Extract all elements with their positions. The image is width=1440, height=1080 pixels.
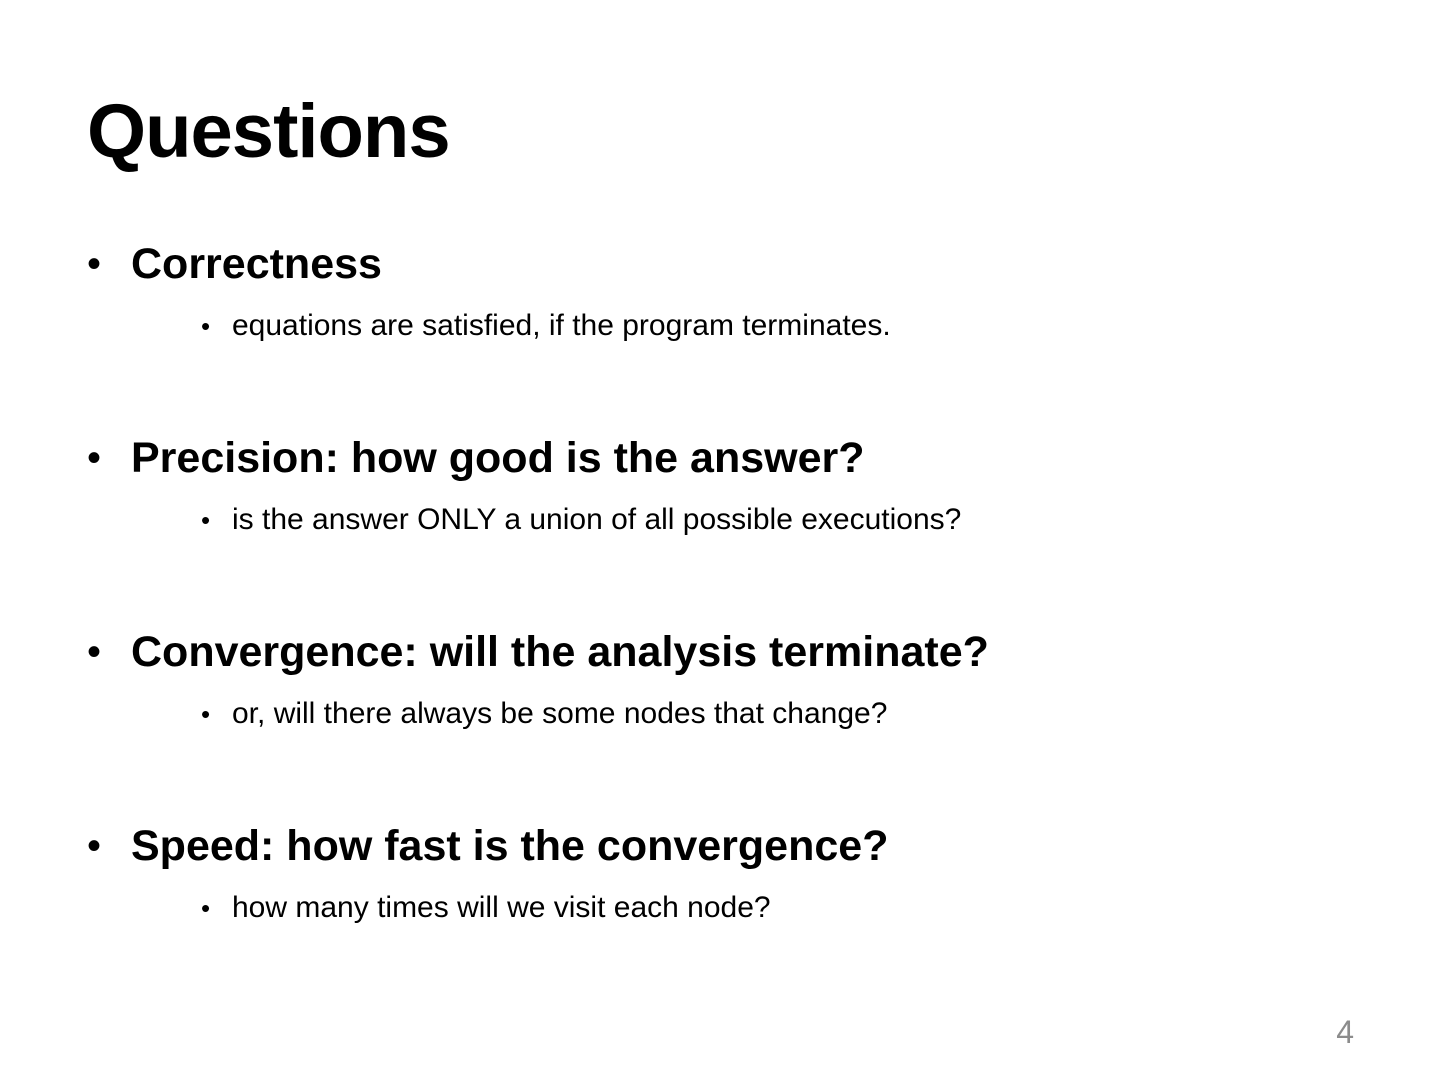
bullet-heading: Speed: how fast is the convergence? [131, 822, 889, 870]
bullet-heading: Convergence: will the analysis terminate? [131, 628, 989, 676]
bullet-dot-icon: • [87, 436, 102, 480]
bullet-dot-icon: • [87, 824, 102, 868]
bullet-dot-icon: • [87, 630, 102, 674]
bullet-detail: is the answer ONLY a union of all possible executions? [232, 503, 962, 536]
bullet-detail: how many times will we visit each node? [232, 891, 771, 924]
sub-bullet-line [0, 502, 1440, 542]
sub-bullet-line [0, 696, 1440, 736]
sub-bullet-line [0, 308, 1440, 348]
slide-title: Questions [87, 89, 450, 174]
sub-bullet-line [0, 890, 1440, 930]
page-number: 4 [1336, 1014, 1354, 1050]
bullet-dot-icon: • [87, 242, 102, 286]
sub-bullet-dot-icon: • [201, 699, 211, 729]
sub-bullet-dot-icon: • [201, 893, 211, 923]
bullet-detail: equations are satisfied, if the program terminates. [232, 309, 891, 342]
bullet-heading: Precision: how good is the answer? [131, 434, 865, 482]
bullet-detail: or, will there always be some nodes that change? [232, 697, 888, 730]
main-bullet-line [0, 626, 1440, 678]
sub-bullet-dot-icon: • [201, 505, 211, 535]
main-bullet-line [0, 238, 1440, 290]
main-bullet-line [0, 432, 1440, 484]
bullet-heading: Correctness [131, 240, 382, 288]
main-bullet-line [0, 820, 1440, 872]
sub-bullet-dot-icon: • [201, 311, 211, 341]
